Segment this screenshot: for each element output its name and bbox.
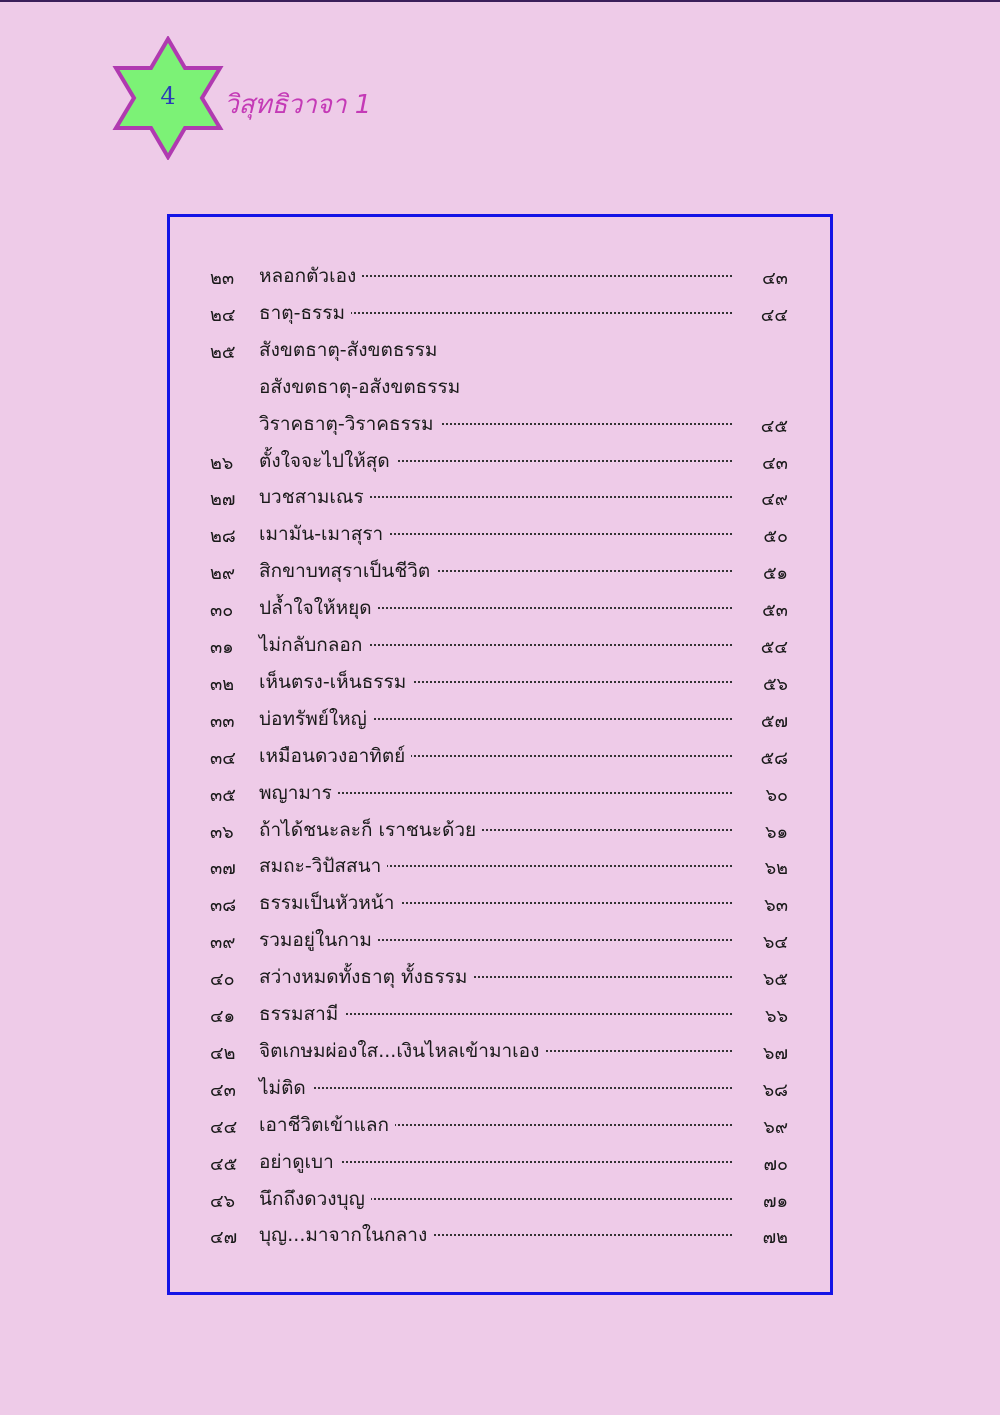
toc-entry-number: ๒๖ [210, 452, 234, 474]
toc-entry-page: ๖๐ [765, 784, 788, 806]
toc-entry-title: รวมอยู่ในกาม [259, 925, 378, 955]
toc-entry-page: ๕๘ [760, 747, 788, 769]
toc-entry-title: บ่อทรัพย์ใหญ่ [259, 704, 373, 734]
toc-entry-title: เห็นตรง-เห็นธรรม [259, 667, 412, 697]
toc-entry-title: วิราคธาตุ-วิราคธรรม [259, 409, 440, 439]
toc-entry-page: ๕๔ [760, 637, 788, 658]
toc-entry-number: ๓๑ [210, 637, 234, 658]
toc-entry-page: ๕๖ [762, 673, 788, 695]
toc-entry-page: ๔๙ [761, 489, 788, 511]
toc-entry [170, 1067, 830, 1104]
toc-entry-number: ๓๓ [210, 710, 235, 732]
toc-entry [170, 1141, 830, 1178]
toc-entry [170, 476, 830, 513]
page-number-badge [112, 36, 224, 160]
toc-entry-title: จิตเกษมผ่องใส...เงินไหลเข้ามาเอง [259, 1036, 545, 1066]
toc-entry [170, 587, 830, 624]
toc-entry-number: ๓๒ [210, 673, 235, 695]
toc-entry-title: ธาตุ-ธรรม [259, 298, 351, 328]
toc-entry [170, 329, 830, 366]
toc-entry-page: ๕๓ [762, 600, 788, 622]
toc-entry [170, 919, 830, 956]
toc-entry-title: ปล้ำใจให้หยุด [259, 593, 378, 623]
toc-entry [170, 403, 830, 440]
toc-entry-page: ๗๒ [762, 1227, 788, 1249]
toc-entry-title: ถ้าได้ชนะละก็ เราชนะด้วย [259, 815, 482, 845]
toc-entry [170, 661, 830, 698]
page-number: 4 [160, 82, 176, 110]
toc-entry-number: ๓๘ [210, 895, 237, 917]
toc-entry-page: ๖๙ [763, 1116, 788, 1138]
toc-entry-title: เหมือนดวงอาทิตย์ [259, 741, 411, 771]
toc-entry-number: ๓๕ [210, 784, 236, 806]
toc-entry-number: ๒๓ [210, 268, 235, 289]
toc-entry-title: สว่างหมดทั้งธาตุ ทั้งธรรม [259, 962, 473, 992]
toc-leader-dots [262, 1087, 732, 1089]
toc-entry-page: ๖๗ [763, 1042, 788, 1064]
toc-entry-page: ๖๔ [762, 932, 788, 954]
toc-entry [170, 993, 830, 1030]
toc-entry [170, 1030, 830, 1067]
toc-entry [170, 440, 830, 477]
toc-entry-title: ธรรมเป็นหัวหน้า [259, 888, 400, 918]
toc-entry-title: บวชสามเณร [259, 482, 370, 512]
toc-entry-number: ๓๖ [210, 821, 234, 843]
toc-entry-number: ๔๓ [210, 1079, 236, 1101]
toc-entry [170, 845, 830, 882]
toc-entry-page: ๖๕ [762, 969, 788, 991]
toc-entry-title: อสังขตธาตุ-อสังขตธรรม [259, 372, 466, 402]
book-title: วิสุทธิวาจา 1 [224, 90, 372, 120]
toc-entry-title: สิกขาบทสุราเป็นชีวิต [259, 556, 436, 586]
toc-entry-number: ๔๖ [210, 1190, 236, 1212]
toc-entry [170, 624, 830, 661]
toc-entry-title: พญามาร [259, 778, 338, 808]
toc-entry-title: บุญ...มาจากในกลาง [259, 1220, 433, 1250]
toc-entry-page: ๕๗ [760, 710, 788, 732]
toc-entry-title: เมามัน-เมาสุรา [259, 519, 389, 549]
toc-entry [170, 1214, 830, 1251]
toc-entry-number: ๔๑ [210, 1006, 236, 1027]
toc-entry-number: ๓๗ [210, 858, 236, 880]
toc-entry-number: ๒๙ [210, 563, 236, 585]
toc-entry-title: สมถะ-วิปัสสนา [259, 851, 387, 881]
toc-entry-page: ๔๓ [762, 268, 788, 289]
toc-entry [170, 956, 830, 993]
toc-entry-number: ๔๒ [210, 1042, 236, 1064]
toc-entry-page: ๖๒ [764, 858, 788, 880]
toc-entry-number: ๓๔ [210, 747, 236, 769]
toc-entry-title: สังขตธาตุ-สังขตธรรม [259, 335, 443, 365]
toc-entry-title: ไม่กลับกลอก [259, 630, 368, 660]
toc-entry-page: ๔๔ [760, 304, 788, 326]
toc-entry [170, 292, 830, 329]
toc-entry-page: ๖๖ [765, 1006, 788, 1027]
toc-entry-title: ตั้งใจจะไปให้สุด [259, 446, 396, 476]
toc-entry-number: ๔๕ [210, 1153, 238, 1175]
toc-entry-number: ๔๔ [210, 1116, 238, 1138]
toc-entry-number: ๒๘ [210, 526, 236, 548]
toc-entry-page: ๕๐ [763, 526, 788, 548]
toc-entry [170, 366, 830, 403]
toc-entry-page: ๕๑ [762, 563, 788, 585]
table-of-contents [167, 214, 833, 1295]
toc-entry [170, 772, 830, 809]
toc-entry-page: ๖๘ [762, 1079, 788, 1101]
toc-entry-page: ๖๑ [765, 821, 788, 843]
toc-entry-title: อย่าดูเบา [259, 1147, 340, 1177]
toc-entry-number: ๒๗ [210, 489, 236, 511]
toc-entry-title: ธรรมสามี [259, 999, 344, 1029]
toc-entry [170, 1178, 830, 1215]
toc-entry-page: ๗๑ [763, 1190, 788, 1212]
toc-entry-title: นึกถึงดวงบุญ [259, 1184, 371, 1214]
toc-entry-page: ๗๐ [763, 1153, 788, 1175]
toc-entry [170, 698, 830, 735]
toc-entry [170, 735, 830, 772]
toc-entry [170, 550, 830, 587]
toc-entry-title: หลอกตัวเอง [259, 261, 362, 291]
toc-entry-number: ๔๗ [210, 1227, 238, 1249]
toc-entry-number: ๓๐ [210, 600, 234, 622]
toc-entry-number: ๓๙ [210, 932, 236, 954]
top-rule [0, 0, 1000, 2]
toc-entry-page: ๖๓ [764, 895, 788, 917]
toc-entry-number: ๒๔ [210, 304, 236, 326]
toc-entry [170, 809, 830, 846]
toc-entry-number: ๔๐ [210, 969, 235, 991]
toc-entry [170, 882, 830, 919]
toc-entry-title: ไม่ติด [259, 1073, 312, 1103]
toc-entry [170, 513, 830, 550]
toc-entry-page: ๔๕ [760, 415, 788, 437]
toc-entry [170, 255, 830, 292]
toc-entry [170, 1104, 830, 1141]
toc-entry-page: ๔๓ [762, 452, 788, 474]
toc-entry-title: เอาชีวิตเข้าแลก [259, 1110, 395, 1140]
toc-entry-number: ๒๕ [210, 341, 236, 363]
